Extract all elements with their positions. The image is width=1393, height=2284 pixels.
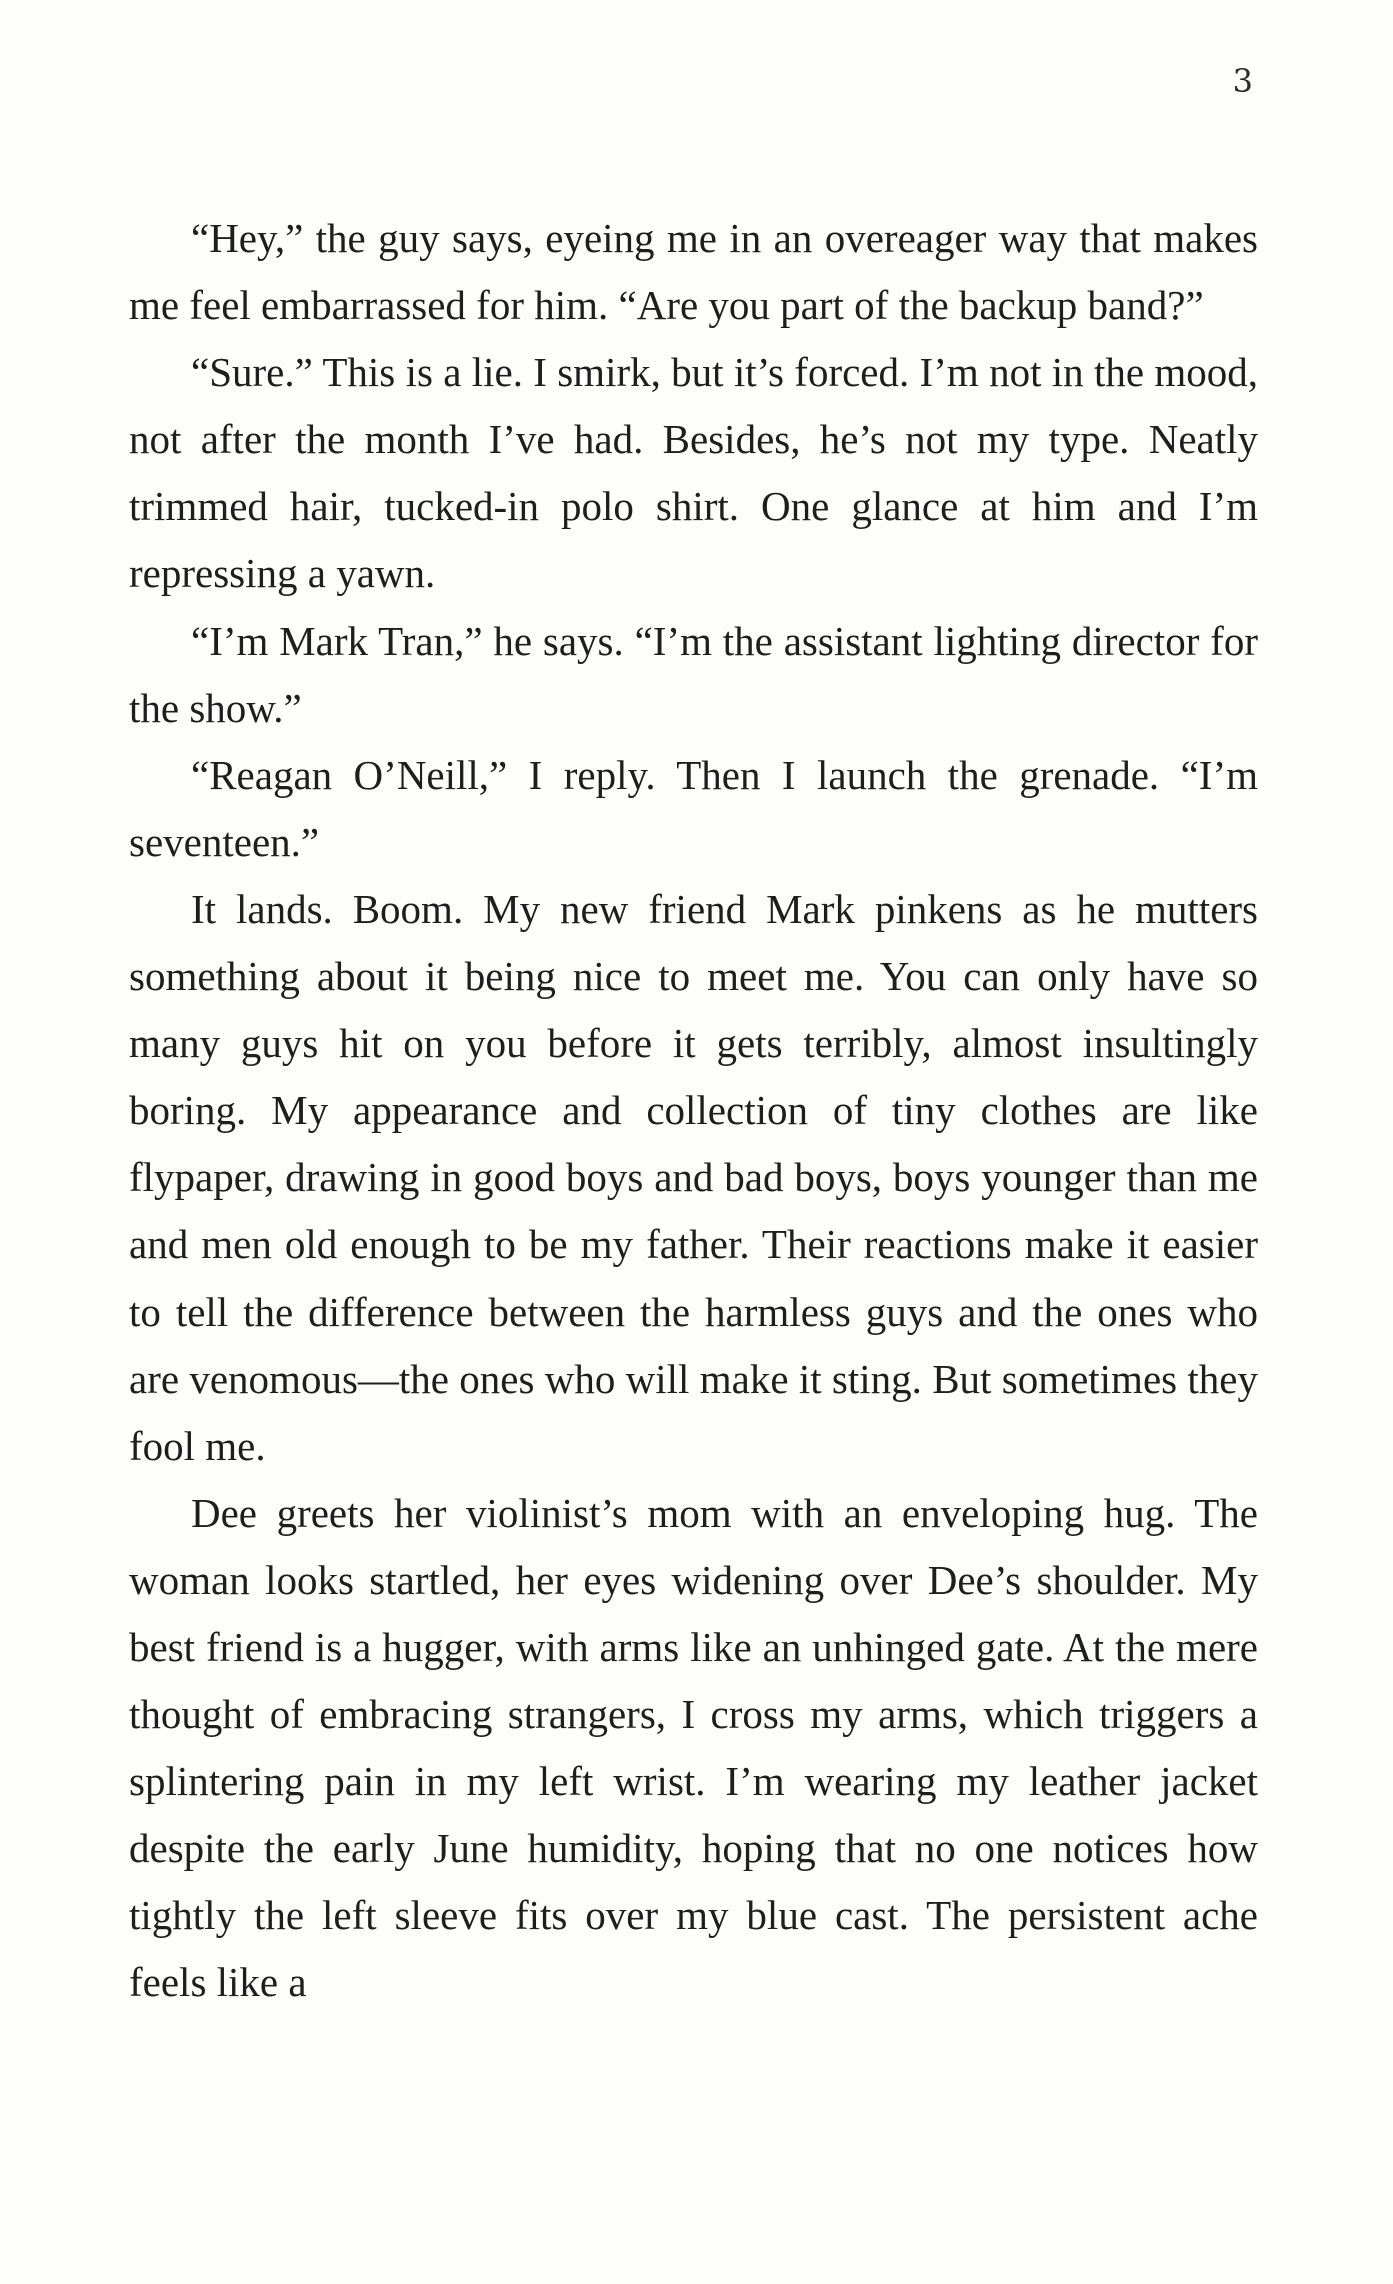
paragraph: “Hey,” the guy says, eyeing me in an overeager way that makes me feel embarrassed for him. “Are you part of the backup band?” (129, 215, 1258, 329)
body-text (129, 205, 1258, 2017)
paragraph: “I’m Mark Tran,” he says. “I’m the assistant lighting director for the show.” (129, 617, 1258, 731)
paragraph: Dee greets her violinist’s mom with an enveloping hug. The woman looks startled, her eyes widening over Dee’s shoulder. My best friend is a hugger, with arms like an unhinged gate. At the mere thought of embracing strangers, I cross my arms, which triggers a splintering pain in my left wrist. I’m wearing my leather jacket despite the early June humidity, hoping that no one notices how tightly the left sleeve fits over my blue cast. The persistent ache feels like a (129, 1489, 1258, 2006)
paragraph: It lands. Boom. My new friend Mark pinkens as he mutters something about it being nice to meet me. You can only have so many guys hit on you before it gets terribly, almost insultingly boring. My appearance and collection of tiny clothes are like flypaper, drawing in good boys and bad boys, boys younger than me and men old enough to be my father. Their reactions make it easier to tell the difference between the harmless guys and the ones who are venomous—the ones who will make it sting. But sometimes they fool me. (129, 885, 1258, 1469)
paragraph: “Reagan O’Neill,” I reply. Then I launch the grenade. “I’m seventeen.” (129, 751, 1258, 865)
page-number: 3 (1232, 62, 1253, 100)
paragraph: “Sure.” This is a lie. I smirk, but it’s forced. I’m not in the mood, not after the month I’ve had. Besides, he’s not my type. Neatly trimmed hair, tucked-in polo shirt. One glance at him and I’m repressing a yawn. (129, 349, 1258, 597)
